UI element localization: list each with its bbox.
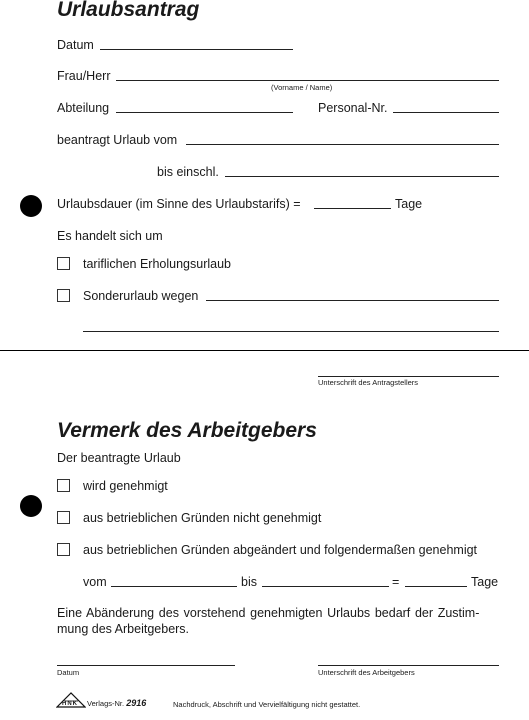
note-line-2: mung des Arbeitgebers. (57, 622, 190, 636)
urlaubsdauer-field[interactable] (314, 208, 391, 209)
antragsteller-signature-field[interactable] (318, 376, 499, 377)
equals-sign: = (392, 575, 400, 589)
tage-label: Tage (395, 197, 423, 211)
verlag-label: Verlags-Nr. (87, 699, 125, 708)
verlag-number: 2916 (126, 698, 147, 708)
vom-field[interactable] (111, 586, 237, 587)
tage-field[interactable] (405, 586, 467, 587)
copyright-notice: Nachdruck, Abschrift und Vervielfältigung nicht gestattet. (173, 700, 361, 709)
arbeitgeber-signature-field[interactable] (318, 665, 499, 666)
section-divider (0, 350, 529, 351)
note-line-1: Eine Abänderung des vorstehend genehmigten Urlaubs bedarf der Zustim- (57, 606, 480, 620)
sonder-reason-field-2[interactable] (83, 331, 499, 332)
bis-field[interactable] (262, 586, 389, 587)
name-field[interactable] (116, 80, 499, 81)
abteilung-label: Abteilung (57, 101, 110, 115)
abteilung-field[interactable] (116, 112, 293, 113)
urlaubsdauer-label: Urlaubsdauer (im Sinne des Urlaubstarifs) = (57, 197, 301, 211)
personal-nr-field[interactable] (393, 112, 499, 113)
genehmigt-checkbox[interactable] (57, 479, 70, 492)
sonder-checkbox[interactable] (57, 289, 70, 302)
datum-label: Datum (57, 38, 94, 52)
bis-einschl-label: bis einschl. (157, 165, 219, 179)
vom-label: vom (83, 575, 107, 589)
handelt-label: Es handelt sich um (57, 229, 163, 243)
publisher-logo-text: HNK (62, 701, 78, 707)
arbeitgeber-signature-label: Unterschrift des Arbeitgebers (318, 668, 415, 677)
abgeaendert-label: aus betrieblichen Gründen abgeändert und folgendermaßen genehmigt (83, 543, 478, 557)
verlag-nr (87, 698, 146, 708)
genehmigt-label: wird genehmigt (83, 479, 168, 493)
urlaub-vom-field[interactable] (186, 144, 499, 145)
datum-field[interactable] (100, 49, 293, 50)
form-title: Urlaubsantrag (57, 0, 200, 21)
nicht-genehmigt-label: aus betrieblichen Gründen nicht genehmigt (83, 511, 322, 525)
nicht-genehmigt-checkbox[interactable] (57, 511, 70, 524)
antragsteller-signature-label: Unterschrift des Antragstellers (318, 378, 419, 387)
punch-hole (20, 195, 42, 217)
employer-intro: Der beantragte Urlaub (57, 451, 181, 465)
personal-nr-label: Personal-Nr. (318, 101, 388, 115)
employer-datum-field[interactable] (57, 665, 235, 666)
punch-hole (20, 495, 42, 517)
tariflich-checkbox[interactable] (57, 257, 70, 270)
tage-label-employer: Tage (471, 575, 499, 589)
beantragt-label: beantragt Urlaub vom (57, 133, 178, 147)
sonder-reason-field[interactable] (206, 300, 499, 301)
name-hint: (Vorname / Name) (271, 83, 333, 92)
bis-einschl-field[interactable] (225, 176, 499, 177)
employer-datum-label: Datum (57, 668, 80, 677)
abgeaendert-checkbox[interactable] (57, 543, 70, 556)
employer-title: Vermerk des Arbeitgebers (57, 419, 317, 442)
frau-herr-label: Frau/Herr (57, 69, 111, 83)
bis-label: bis (241, 575, 257, 589)
sonder-label: Sonderurlaub wegen (83, 289, 199, 303)
tariflich-label: tariflichen Erholungsurlaub (83, 257, 232, 271)
